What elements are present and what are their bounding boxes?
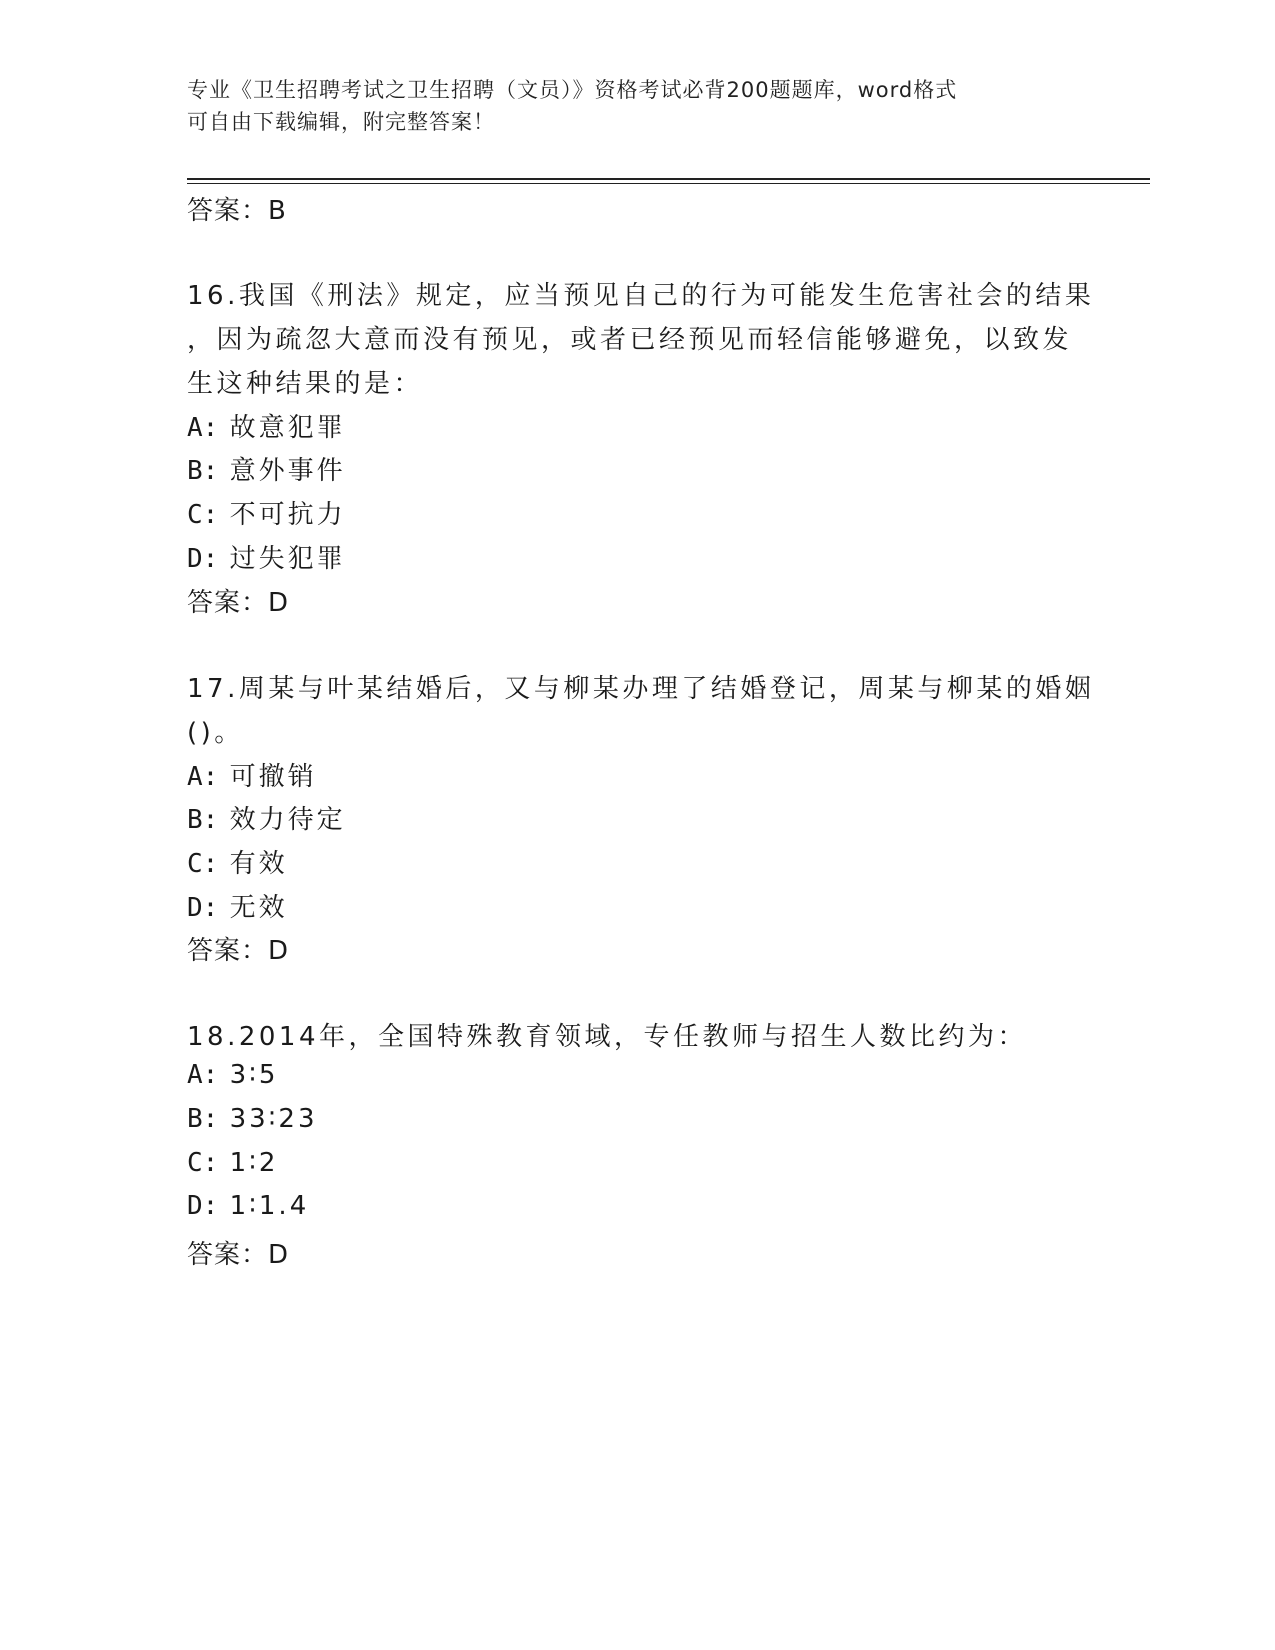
- option-text: 故意犯罪: [229, 413, 346, 443]
- question-18-option-b: [187, 1104, 318, 1134]
- option-letter: A:: [187, 413, 219, 443]
- option-letter: A:: [187, 762, 219, 792]
- option-letter: D:: [187, 544, 219, 574]
- question-18-option-a: [187, 1060, 278, 1090]
- option-text: 3∶5: [229, 1060, 279, 1090]
- question-17-line-1: 17.周某与叶某结婚后，又与柳某办理了结婚登记，周某与柳某的婚姻: [187, 674, 1095, 704]
- question-17-option-a: [187, 756, 317, 793]
- option-letter: B:: [187, 1104, 219, 1134]
- option-text: 1∶1.4: [229, 1191, 310, 1221]
- option-text: 效力待定: [229, 805, 346, 835]
- previous-answer: 答案：B: [187, 196, 287, 226]
- question-16-line-3: 生这种结果的是：: [187, 369, 424, 399]
- option-letter: A:: [187, 1060, 219, 1090]
- question-18-option-c: [187, 1148, 278, 1178]
- option-text: 意外事件: [229, 456, 346, 486]
- option-text: 过失犯罪: [229, 544, 346, 574]
- header-rule-thin: [187, 183, 1150, 184]
- option-text: 可撤销: [229, 762, 317, 792]
- header-line-1: 专业《卫生招聘考试之卫生招聘（文员）》资格考试必背200题题库，word格式: [187, 78, 958, 102]
- question-18-option-d: [187, 1191, 309, 1221]
- header-line-2: 可自由下载编辑，附完整答案！: [187, 110, 495, 134]
- question-16-option-b: [187, 450, 346, 487]
- option-text: 1∶2: [229, 1148, 279, 1178]
- option-text: 33∶23: [229, 1104, 318, 1134]
- option-letter: C:: [187, 1148, 219, 1178]
- question-16-line-1: 16.我国《刑法》规定，应当预见自己的行为可能发生危害社会的结果: [187, 281, 1095, 311]
- option-text: 不可抗力: [229, 500, 346, 530]
- option-letter: B:: [187, 805, 219, 835]
- question-18-answer: 答案：D: [187, 1240, 290, 1270]
- question-16-option-c: [187, 494, 346, 531]
- option-letter: D:: [187, 1191, 219, 1221]
- option-letter: D:: [187, 893, 219, 923]
- option-text: 无效: [229, 893, 288, 923]
- question-16-line-2: ，因为疏忽大意而没有预见，或者已经预见而轻信能够避免，以致发: [187, 325, 1073, 355]
- header-rule-thick: [187, 178, 1150, 180]
- question-16-option-d: [187, 538, 346, 575]
- option-letter: B:: [187, 456, 219, 486]
- question-16-answer: 答案：D: [187, 588, 290, 618]
- question-17-answer: 答案：D: [187, 936, 290, 966]
- question-17-option-c: [187, 843, 288, 880]
- option-letter: C:: [187, 849, 219, 879]
- question-17-option-d: [187, 887, 288, 924]
- option-letter: C:: [187, 500, 219, 530]
- document-header: [187, 74, 1087, 138]
- question-17-line-2: ()。: [187, 718, 244, 748]
- option-text: 有效: [229, 849, 288, 879]
- question-18-line-1: 18.2014年，全国特殊教育领域，专任教师与招生人数比约为：: [187, 1022, 1028, 1052]
- question-16-option-a: [187, 407, 346, 444]
- question-17-option-b: [187, 799, 346, 836]
